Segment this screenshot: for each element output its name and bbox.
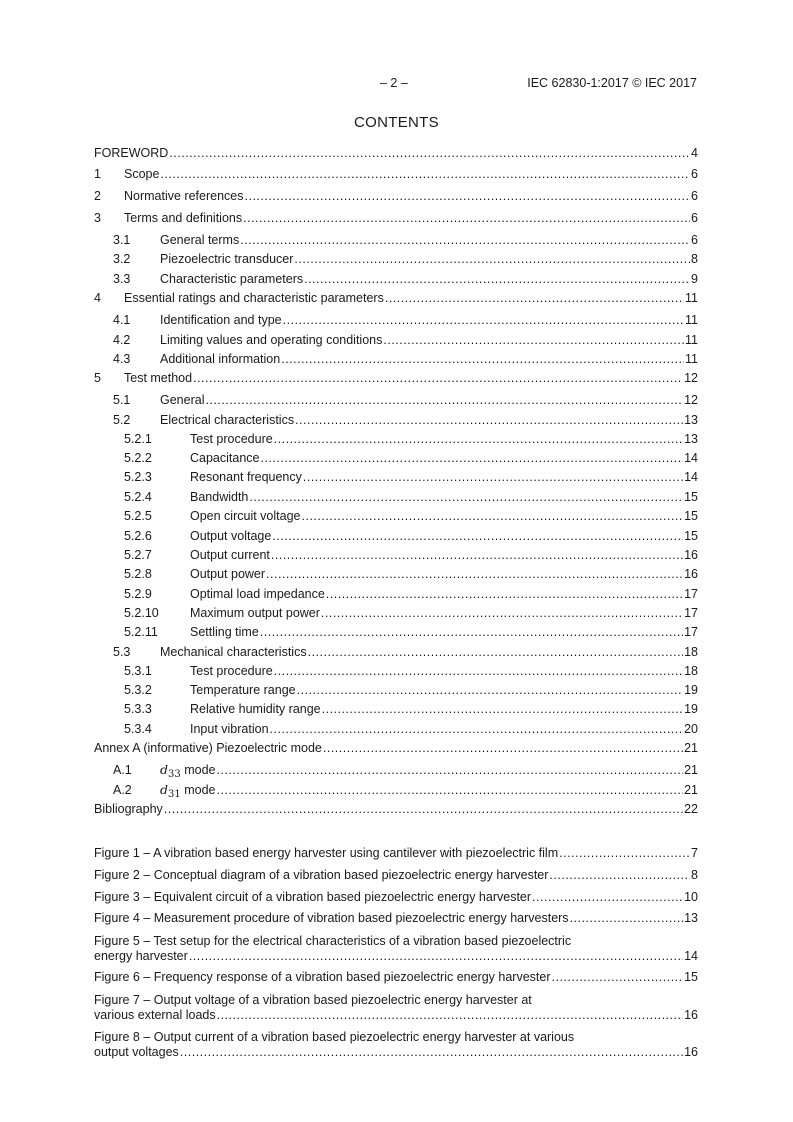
symbol-letter: d bbox=[160, 782, 169, 797]
toc-entry-number: 5.2.9 bbox=[124, 587, 152, 601]
symbol-letter: d bbox=[160, 762, 169, 777]
toc-entry-title: Terms and definitions bbox=[124, 211, 243, 225]
toc-entry-page: 17 bbox=[684, 587, 698, 601]
toc-entry[interactable] bbox=[94, 413, 698, 428]
toc-entry-page: 21 bbox=[684, 741, 698, 755]
dot-leader bbox=[261, 451, 684, 466]
figure-entry[interactable] bbox=[94, 1030, 698, 1060]
dot-leader bbox=[283, 313, 684, 328]
dot-leader bbox=[217, 763, 684, 778]
toc-entry-title: Bandwidth bbox=[190, 490, 249, 504]
dot-leader bbox=[205, 393, 683, 408]
toc-entry-number: 5.3.1 bbox=[124, 664, 152, 678]
toc-entry-title: Annex A (informative) Piezoelectric mode bbox=[94, 741, 322, 755]
figure-entry-line bbox=[94, 911, 698, 926]
standard-reference: IEC 62830-1:2017 © IEC 2017 bbox=[527, 76, 697, 90]
toc-entry[interactable] bbox=[94, 490, 698, 505]
toc-entry-page: 12 bbox=[684, 393, 698, 407]
toc-entry-page: 20 bbox=[684, 722, 698, 736]
toc-entry-page: 6 bbox=[691, 233, 698, 247]
dot-leader bbox=[217, 1008, 683, 1023]
toc-entry-page: 19 bbox=[684, 702, 698, 716]
toc-entry-number: 5.2.2 bbox=[124, 451, 152, 465]
figure-entry-title: output voltages bbox=[94, 1045, 179, 1059]
dot-leader bbox=[164, 802, 683, 817]
toc-entry-title: Test procedure bbox=[190, 432, 273, 446]
toc-entry[interactable] bbox=[94, 352, 698, 367]
figure-entry-page: 15 bbox=[684, 970, 698, 984]
toc-entry-title: Capacitance bbox=[190, 451, 260, 465]
figure-entry-page: 13 bbox=[684, 911, 698, 925]
toc-entry-page: 22 bbox=[684, 802, 698, 816]
figure-entry[interactable] bbox=[94, 846, 698, 861]
figure-entry-line bbox=[94, 970, 698, 985]
toc-entry-title: Identification and type bbox=[160, 313, 282, 327]
toc-entry-number: 5.3.2 bbox=[124, 683, 152, 697]
toc-entry-page: 6 bbox=[691, 211, 698, 225]
toc-entry-page: 11 bbox=[685, 313, 698, 327]
figure-entry[interactable] bbox=[94, 890, 698, 905]
toc-entry-number: 5 bbox=[94, 371, 101, 385]
figure-entry-title: Figure 5 – Test setup for the electrical characteristics of a vibration based piezoelectric bbox=[94, 934, 572, 948]
toc-entry-page: 11 bbox=[685, 291, 698, 305]
figure-entry-title: Figure 8 – Output current of a vibration based piezoelectric energy harvester at various bbox=[94, 1030, 575, 1044]
toc-entry[interactable] bbox=[94, 782, 698, 802]
toc-entry-number: 5.2.4 bbox=[124, 490, 152, 504]
dot-leader bbox=[321, 606, 683, 621]
toc-entry-title: Resonant frequency bbox=[190, 470, 302, 484]
toc-entry-page: 6 bbox=[691, 167, 698, 181]
toc-entry-title: Piezoelectric transducer bbox=[160, 252, 294, 266]
toc-entry-title: Settling time bbox=[190, 625, 259, 639]
toc-entry-title-text: mode bbox=[184, 763, 216, 777]
toc-entry[interactable] bbox=[94, 741, 698, 756]
dot-leader bbox=[271, 548, 683, 563]
dot-leader bbox=[274, 664, 683, 679]
toc-entry-page: 18 bbox=[684, 645, 698, 659]
toc-entry-number: 1 bbox=[94, 167, 101, 181]
dot-leader bbox=[559, 846, 690, 861]
toc-entry[interactable] bbox=[94, 722, 698, 737]
toc-entry-title: Limiting values and operating conditions bbox=[160, 333, 383, 347]
toc-entry[interactable] bbox=[94, 252, 698, 267]
toc-entry-number: 5.2.5 bbox=[124, 509, 152, 523]
figure-entry-page: 8 bbox=[691, 868, 698, 882]
dot-leader bbox=[383, 333, 684, 348]
toc-entry-number: 5.2.11 bbox=[124, 625, 158, 639]
dot-leader bbox=[260, 625, 683, 640]
toc-entry-page: 17 bbox=[684, 606, 698, 620]
toc-entry[interactable] bbox=[94, 313, 698, 328]
toc-entry[interactable] bbox=[94, 432, 698, 447]
toc-entry-page: 13 bbox=[684, 432, 698, 446]
toc-entry-page: 19 bbox=[684, 683, 698, 697]
toc-entry-page: 16 bbox=[684, 548, 698, 562]
dot-leader bbox=[245, 189, 691, 204]
toc-entry-title: Additional information bbox=[160, 352, 281, 366]
toc-entry-title: Optimal load impedance bbox=[190, 587, 325, 601]
toc-entry-number: A.2 bbox=[113, 783, 132, 797]
toc-entry[interactable] bbox=[94, 645, 698, 660]
toc-entry-page: 8 bbox=[691, 252, 698, 266]
dot-leader bbox=[272, 529, 683, 544]
toc-entry-title: Maximum output power bbox=[190, 606, 320, 620]
toc-entry-number: 5.2.8 bbox=[124, 567, 152, 581]
dot-leader bbox=[274, 432, 683, 447]
toc-entry-page: 6 bbox=[691, 189, 698, 203]
toc-entry-title: Characteristic parameters bbox=[160, 272, 304, 286]
toc-entry-title: Test procedure bbox=[190, 664, 273, 678]
dot-leader bbox=[240, 233, 690, 248]
toc-entry[interactable] bbox=[94, 272, 698, 287]
toc-entry-title: Temperature range bbox=[190, 683, 296, 697]
toc-entry-title bbox=[160, 782, 216, 802]
figure-entry-title: Figure 2 – Conceptual diagram of a vibration based piezoelectric energy harvester bbox=[94, 868, 549, 882]
toc-entry-title: Open circuit voltage bbox=[190, 509, 301, 523]
toc-entry[interactable] bbox=[94, 509, 698, 524]
toc-entry-title bbox=[160, 762, 216, 782]
page-number: – 2 – bbox=[380, 76, 408, 90]
toc-entry-title: Input vibration bbox=[190, 722, 269, 736]
toc-entry[interactable] bbox=[94, 189, 698, 204]
toc-entry[interactable] bbox=[94, 470, 698, 485]
toc-entry-page: 17 bbox=[684, 625, 698, 639]
piezo-coefficient-symbol bbox=[160, 762, 181, 780]
toc-entry-number: 3.3 bbox=[113, 272, 131, 286]
dot-leader bbox=[243, 211, 690, 226]
toc-entry[interactable] bbox=[94, 393, 698, 408]
toc-entry-number: 5.3.3 bbox=[124, 702, 152, 716]
figure-entry-line bbox=[94, 846, 698, 861]
symbol-subscript: 31 bbox=[168, 789, 181, 800]
toc-entry[interactable] bbox=[94, 167, 698, 182]
toc-entry-title: Scope bbox=[124, 167, 160, 181]
toc-entry-page: 11 bbox=[685, 352, 698, 366]
toc-entry-number: 4 bbox=[94, 291, 101, 305]
figure-entry-title: Figure 1 – A vibration based energy harvester using cantilever with piezoelectric film bbox=[94, 846, 559, 860]
toc-entry-page: 15 bbox=[684, 529, 698, 543]
page-title: CONTENTS bbox=[354, 114, 439, 131]
toc-entry-page: 15 bbox=[684, 490, 698, 504]
toc-entry-title: Output power bbox=[190, 567, 266, 581]
toc-entry-number: A.1 bbox=[113, 763, 132, 777]
dot-leader bbox=[193, 371, 683, 386]
dot-leader bbox=[549, 868, 690, 883]
figure-entry-page: 7 bbox=[691, 846, 698, 860]
figure-entry-page: 14 bbox=[684, 949, 698, 963]
dot-leader bbox=[297, 683, 683, 698]
dot-leader bbox=[570, 911, 684, 926]
toc-entry-title: Output voltage bbox=[190, 529, 272, 543]
figure-entry-title: Figure 4 – Measurement procedure of vibration based piezoelectric energy harvesters bbox=[94, 911, 569, 925]
toc-entry-page: 4 bbox=[691, 146, 698, 160]
toc-entry-number: 5.3 bbox=[113, 645, 131, 659]
dot-leader bbox=[281, 352, 684, 367]
figure-entry[interactable] bbox=[94, 911, 698, 926]
toc-entry[interactable] bbox=[94, 451, 698, 466]
toc-entry-title: Normative references bbox=[124, 189, 244, 203]
toc-entry-page: 13 bbox=[684, 413, 698, 427]
toc-entry-number: 5.2.1 bbox=[124, 432, 152, 446]
toc-entry-number: 4.2 bbox=[113, 333, 131, 347]
toc-entry-number: 4.3 bbox=[113, 352, 131, 366]
figure-entry-title: various external loads bbox=[94, 1008, 216, 1022]
figure-entry-title: Figure 7 – Output voltage of a vibration based piezoelectric energy harvester at bbox=[94, 993, 532, 1007]
figure-entry-page: 10 bbox=[684, 890, 698, 904]
toc-entry-number: 3.1 bbox=[113, 233, 131, 247]
dot-leader bbox=[189, 949, 683, 964]
toc-entry-number: 5.2 bbox=[113, 413, 131, 427]
toc-entry[interactable] bbox=[94, 567, 698, 582]
dot-leader bbox=[266, 567, 683, 582]
figure-entry-line bbox=[94, 949, 698, 964]
dot-leader bbox=[552, 970, 684, 985]
figure-entry[interactable] bbox=[94, 934, 698, 964]
toc-entry[interactable] bbox=[94, 233, 698, 248]
dot-leader bbox=[249, 490, 683, 505]
toc-entry-page: 14 bbox=[684, 470, 698, 484]
toc-entry-page: 16 bbox=[684, 567, 698, 581]
toc-entry[interactable] bbox=[94, 802, 698, 817]
toc-entry-page: 9 bbox=[691, 272, 698, 286]
dot-leader bbox=[169, 146, 690, 161]
toc-entry-page: 21 bbox=[684, 783, 698, 797]
toc-entry[interactable] bbox=[94, 625, 698, 640]
toc-entry-title: Relative humidity range bbox=[190, 702, 321, 716]
toc-entry-title: Mechanical characteristics bbox=[160, 645, 307, 659]
toc-entry[interactable] bbox=[94, 606, 698, 621]
dot-leader bbox=[322, 702, 683, 717]
dot-leader bbox=[304, 272, 690, 287]
symbol-subscript: 33 bbox=[168, 769, 181, 780]
toc-entry-number: 5.2.10 bbox=[124, 606, 159, 620]
figure-entry-title: energy harvester bbox=[94, 949, 188, 963]
figure-entry[interactable] bbox=[94, 993, 698, 1023]
figure-entry-line bbox=[94, 868, 698, 883]
toc-entry[interactable] bbox=[94, 762, 698, 782]
toc-entry-page: 21 bbox=[684, 763, 698, 777]
dot-leader bbox=[385, 291, 684, 306]
toc-entry[interactable] bbox=[94, 702, 698, 717]
dot-leader bbox=[303, 470, 683, 485]
toc-entry[interactable] bbox=[94, 333, 698, 348]
figure-entry-line bbox=[94, 1008, 698, 1023]
toc-entry[interactable] bbox=[94, 683, 698, 698]
dot-leader bbox=[160, 167, 690, 182]
toc-entry[interactable] bbox=[94, 664, 698, 679]
toc-entry-page: 15 bbox=[684, 509, 698, 523]
toc-entry-number: 5.2.3 bbox=[124, 470, 152, 484]
toc-entry-title-text: mode bbox=[184, 783, 216, 797]
toc-entry-page: 12 bbox=[684, 371, 698, 385]
toc-entry-number: 2 bbox=[94, 189, 101, 203]
dot-leader bbox=[326, 587, 683, 602]
toc-entry-number: 4.1 bbox=[113, 313, 131, 327]
dot-leader bbox=[532, 890, 683, 905]
toc-entry-title: General bbox=[160, 393, 205, 407]
figure-entry[interactable] bbox=[94, 970, 698, 985]
toc-entry[interactable] bbox=[94, 587, 698, 602]
dot-leader bbox=[270, 722, 684, 737]
toc-entry[interactable] bbox=[94, 529, 698, 544]
figure-entry-line bbox=[94, 1045, 698, 1060]
toc-entry-title: Essential ratings and characteristic parameters bbox=[124, 291, 384, 305]
toc-entry[interactable] bbox=[94, 548, 698, 563]
toc-entry-page: 14 bbox=[684, 451, 698, 465]
dot-leader bbox=[301, 509, 683, 524]
toc-entry-number: 5.1 bbox=[113, 393, 131, 407]
toc-entry[interactable] bbox=[94, 211, 698, 226]
toc-entry-number: 3.2 bbox=[113, 252, 131, 266]
toc-entry-number: 3 bbox=[94, 211, 101, 225]
toc-entry-page: 11 bbox=[685, 333, 698, 347]
toc-entry-title: Bibliography bbox=[94, 802, 163, 816]
toc-entry[interactable] bbox=[94, 291, 698, 306]
dot-leader bbox=[308, 645, 684, 660]
toc-entry-title: FOREWORD bbox=[94, 146, 169, 160]
piezo-coefficient-symbol bbox=[160, 782, 181, 800]
toc-entry[interactable] bbox=[94, 146, 698, 161]
dot-leader bbox=[180, 1045, 683, 1060]
toc-entry-title: General terms bbox=[160, 233, 240, 247]
figure-entry-title: Figure 6 – Frequency response of a vibration based piezoelectric energy harvester bbox=[94, 970, 551, 984]
toc-entry-number: 5.2.6 bbox=[124, 529, 152, 543]
toc-entry-number: 5.2.7 bbox=[124, 548, 152, 562]
figure-entry-page: 16 bbox=[684, 1008, 698, 1022]
dot-leader bbox=[294, 252, 690, 267]
figure-entry[interactable] bbox=[94, 868, 698, 883]
toc-entry-title: Output current bbox=[190, 548, 270, 562]
toc-entry[interactable] bbox=[94, 371, 698, 386]
figure-entry-line bbox=[94, 890, 698, 905]
toc-entry-title: Electrical characteristics bbox=[160, 413, 295, 427]
dot-leader bbox=[217, 783, 684, 798]
toc-entry-page: 18 bbox=[684, 664, 698, 678]
dot-leader bbox=[295, 413, 683, 428]
figure-entry-title: Figure 3 – Equivalent circuit of a vibration based piezoelectric energy harvester bbox=[94, 890, 532, 904]
toc-entry-title: Test method bbox=[124, 371, 193, 385]
figure-entry-page: 16 bbox=[684, 1045, 698, 1059]
toc-entry-number: 5.3.4 bbox=[124, 722, 152, 736]
dot-leader bbox=[323, 741, 683, 756]
